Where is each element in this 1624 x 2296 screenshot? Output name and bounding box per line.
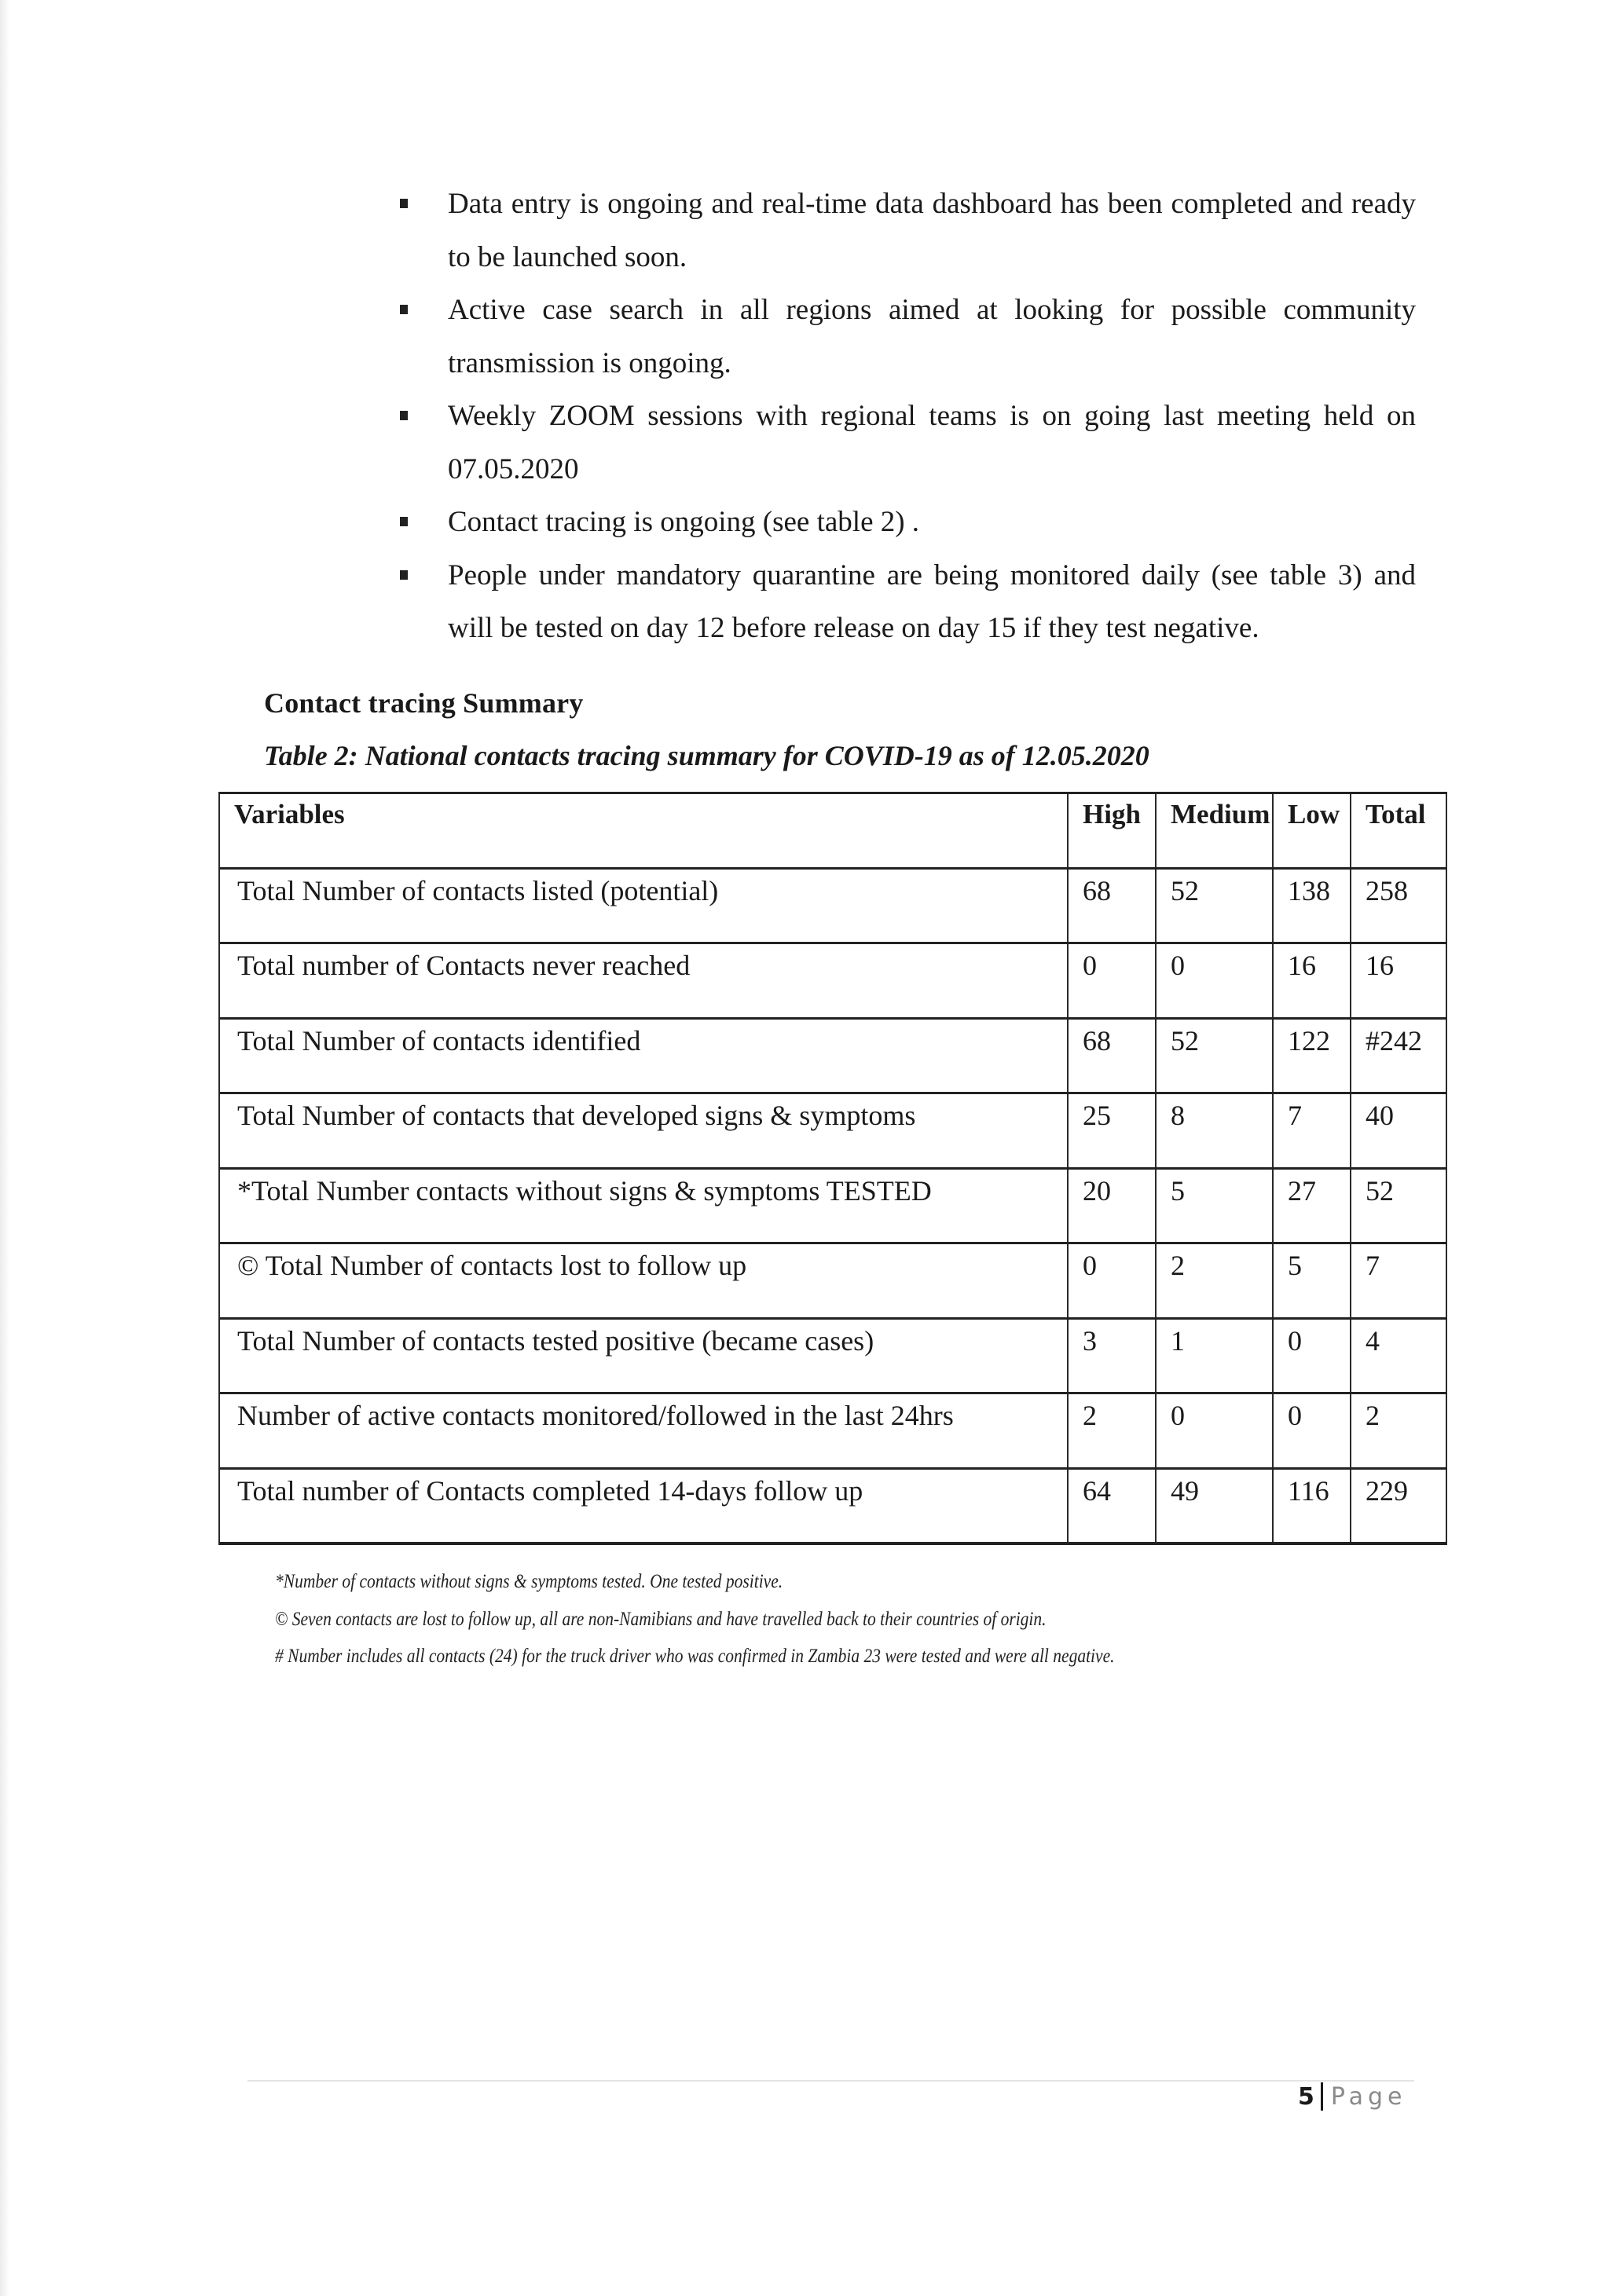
cell-low: 0 — [1273, 1393, 1351, 1469]
header-total: Total — [1351, 793, 1446, 869]
header-low: Low — [1273, 793, 1351, 869]
cell-variable: *Total Number contacts without signs & symptoms TESTED — [219, 1168, 1068, 1243]
cell-high: 3 — [1068, 1318, 1156, 1393]
footnote-lost-to-follow-up: © Seven contacts are lost to follow up, all are non-Namibians and have travelled back to their countries of origin. — [275, 1608, 1047, 1630]
bullet-item — [397, 496, 1416, 549]
page-number — [1298, 2082, 1407, 2113]
cell-medium: 5 — [1156, 1168, 1273, 1243]
square-bullet-icon — [400, 411, 408, 420]
cell-medium: 52 — [1156, 868, 1273, 943]
cell-total: 2 — [1351, 1393, 1446, 1469]
cell-medium: 0 — [1156, 943, 1273, 1019]
bullet-item — [397, 284, 1416, 390]
page-number-separator — [1321, 2082, 1323, 2111]
cell-variable: Total Number of contacts tested positive (became cases) — [219, 1318, 1068, 1393]
contact-tracing-table — [218, 792, 1447, 1545]
table-row — [219, 1318, 1446, 1393]
header-high: High — [1068, 793, 1156, 869]
bullet-text: People under mandatory quarantine are being monitored daily (see table 3) and will be tested on day 12 before release on day 15 if they test negative. — [448, 558, 1416, 644]
cell-high: 0 — [1068, 943, 1156, 1019]
cell-variable: Total Number of contacts listed (potential) — [219, 868, 1068, 943]
bullet-item — [397, 178, 1416, 284]
cell-total: 4 — [1351, 1318, 1446, 1393]
bullet-item — [397, 390, 1416, 496]
cell-total: #242 — [1351, 1018, 1446, 1093]
cell-medium: 8 — [1156, 1093, 1273, 1169]
cell-high: 2 — [1068, 1393, 1156, 1469]
cell-low: 116 — [1273, 1468, 1351, 1543]
square-bullet-icon — [400, 305, 408, 314]
table-row — [219, 1018, 1446, 1093]
cell-high: 0 — [1068, 1243, 1156, 1319]
cell-low: 138 — [1273, 868, 1351, 943]
table-header-row — [219, 793, 1446, 869]
cell-low: 7 — [1273, 1093, 1351, 1169]
table-row — [219, 1093, 1446, 1169]
square-bullet-icon — [400, 570, 408, 580]
page-number-value: 5 — [1298, 2083, 1314, 2111]
table-row — [219, 943, 1446, 1019]
bullet-text: Weekly ZOOM sessions with regional teams is on going last meeting held on 07.05.2020 — [448, 400, 1416, 485]
square-bullet-icon — [400, 199, 408, 208]
table-row — [219, 1168, 1446, 1243]
table-row — [219, 868, 1446, 943]
page-number-label: Page — [1330, 2083, 1407, 2111]
bullet-text: Contact tracing is ongoing (see table 2) . — [448, 506, 920, 538]
table-row — [219, 1468, 1446, 1543]
cell-variable: © Total Number of contacts lost to follow up — [219, 1243, 1068, 1319]
cell-variable: Total Number of contacts identified — [219, 1018, 1068, 1093]
table-footnotes — [275, 1563, 1454, 1675]
cell-low: 5 — [1273, 1243, 1351, 1319]
cell-medium: 0 — [1156, 1393, 1273, 1469]
cell-low: 16 — [1273, 943, 1351, 1019]
cell-high: 68 — [1068, 1018, 1156, 1093]
square-bullet-icon — [400, 517, 408, 526]
cell-low: 27 — [1273, 1168, 1351, 1243]
cell-variable: Total number of Contacts never reached — [219, 943, 1068, 1019]
header-variables: Variables — [219, 793, 1068, 869]
cell-total: 52 — [1351, 1168, 1446, 1243]
cell-total: 16 — [1351, 943, 1446, 1019]
cell-total: 40 — [1351, 1093, 1446, 1169]
cell-total: 258 — [1351, 868, 1446, 943]
cell-high: 64 — [1068, 1468, 1156, 1543]
cell-variable: Total Number of contacts that developed signs & symptoms — [219, 1093, 1068, 1169]
table-row — [219, 1243, 1446, 1319]
status-bullet-list — [397, 178, 1416, 655]
cell-medium: 2 — [1156, 1243, 1273, 1319]
bullet-item — [397, 549, 1416, 655]
section-heading: Contact tracing Summary — [264, 687, 584, 719]
bullet-text: Data entry is ongoing and real-time data dashboard has been completed and ready to be launched soon. — [448, 188, 1416, 273]
footer-divider — [247, 2080, 1414, 2082]
cell-high: 25 — [1068, 1093, 1156, 1169]
footnote-tested: *Number of contacts without signs & symptoms tested. One tested positive. — [275, 1571, 783, 1592]
cell-low: 122 — [1273, 1018, 1351, 1093]
cell-high: 20 — [1068, 1168, 1156, 1243]
cell-total: 7 — [1351, 1243, 1446, 1319]
cell-medium: 49 — [1156, 1468, 1273, 1543]
table-caption: Table 2: National contacts tracing summary for COVID-19 as of 12.05.2020 — [264, 740, 1149, 771]
cell-high: 68 — [1068, 868, 1156, 943]
cell-variable: Total number of Contacts completed 14-days follow up — [219, 1468, 1068, 1543]
cell-total: 229 — [1351, 1468, 1446, 1543]
scan-edge-shadow — [0, 0, 9, 2296]
cell-medium: 1 — [1156, 1318, 1273, 1393]
bullet-text: Active case search in all regions aimed at looking for possible community transmission is ongoing. — [448, 294, 1416, 379]
header-medium: Medium — [1156, 793, 1273, 869]
cell-variable: Number of active contacts monitored/followed in the last 24hrs — [219, 1393, 1068, 1469]
cell-medium: 52 — [1156, 1018, 1273, 1093]
table-row — [219, 1393, 1446, 1469]
footnote-truck-driver: # Number includes all contacts (24) for the truck driver who was confirmed in Zambia 23 were tested and were all negative. — [275, 1646, 1115, 1667]
cell-low: 0 — [1273, 1318, 1351, 1393]
